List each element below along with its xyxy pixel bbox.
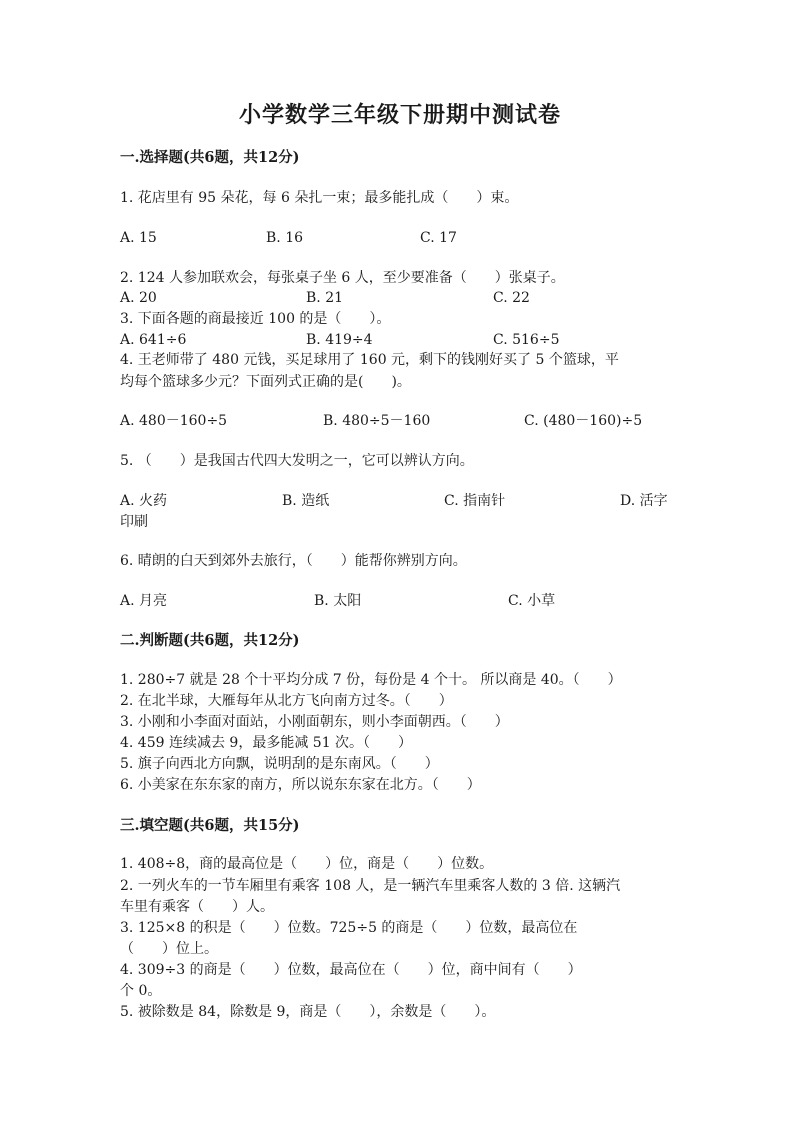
option-c: C. (480－160)÷5 [524,413,643,429]
page-title: 小学数学三年级下册期中测试卷 [238,102,561,128]
option-a: A. 15 [120,230,157,246]
option-d: D. 活字 [620,493,668,509]
option-a: A. 20 [120,290,157,306]
option-a: A. 月亮 [120,593,168,609]
fill-item: （ ）位上。 [120,941,218,957]
section-heading-choice: 一.选择题(共6题，共12分) [120,149,300,166]
option-b: B. 造纸 [282,493,330,509]
option-c: C. 小草 [508,593,556,609]
option-b: B. 16 [266,230,304,246]
option-b: B. 21 [306,290,344,306]
fill-item: 车里有乘客（ ）人。 [120,899,274,915]
question-text: 4. 王老师带了 480 元钱，买足球用了 160 元，剩下的钱刚好买了 5 个篮球，平 [120,352,619,368]
judgement-item: 3. 小刚和小李面对面站，小刚面朝东，则小李面朝西。（ ） [120,714,509,730]
fill-item: 5. 被除数是 84，除数是 9，商是（ ），余数是（ ）。 [120,1004,496,1020]
option-b: B. 太阳 [314,593,362,609]
question-text: 3. 下面各题的商最接近 100 的是（ ）。 [120,311,391,327]
question-text: 6. 晴朗的白天到郊外去旅行，（ ）能帮你辨别方向。 [120,553,467,569]
question-text: 均每个篮球多少元？下面列式正确的是( )。 [120,374,411,390]
fill-item: 个 0。 [120,983,162,999]
option-c: C. 17 [420,230,457,246]
option-b: B. 480÷5－160 [323,413,431,429]
option-b: B. 419÷4 [306,332,373,348]
judgement-item: 5. 旗子向西北方向飘，说明刮的是东南风。（ ） [120,756,439,772]
option-a: A. 641÷6 [120,332,187,348]
judgement-item: 2. 在北半球，大雁每年从北方飞向南方过冬。（ ） [120,693,453,709]
question-text: 5. （ ）是我国古代四大发明之一，它可以辨认方向。 [120,453,474,469]
option-d-continued: 印刷 [120,514,148,530]
section-heading-judgement: 二.判断题(共6题，共12分) [120,632,300,649]
option-a: A. 火药 [120,493,168,509]
section-heading-fill-blank: 三.填空题(共6题，共15分) [120,817,300,834]
judgement-item: 1. 280÷7 就是 28 个十平均分成 7 份，每份是 4 个十。 所以商是 40。（ ） [120,672,622,688]
fill-item: 2. 一列火车的一节车厢里有乘客 108 人，是一辆汽车里乘客人数的 3 倍. 这辆汽 [120,878,621,894]
question-text: 1. 花店里有 95 朵花，每 6 朵扎一束；最多能扎成（ ）束。 [120,190,519,206]
fill-item: 4. 309÷3 的商是（ ）位数，最高位在（ ）位，商中间有（ ） [120,962,582,978]
fill-item: 3. 125×8 的积是（ ）位数。725÷5 的商是（ ）位数，最高位在 [120,920,578,936]
option-c: C. 22 [493,290,530,306]
option-a: A. 480－160÷5 [120,413,228,429]
option-c: C. 指南针 [444,493,506,509]
judgement-item: 4. 459 连续减去 9，最多能减 51 次。（ ） [120,735,413,751]
judgement-item: 6. 小美家在东东家的南方，所以说东东家在北方。（ ） [120,777,481,793]
question-text: 2. 124 人参加联欢会，每张桌子坐 6 人，至少要准备（ ）张桌子。 [120,270,565,286]
fill-item: 1. 408÷8，商的最高位是（ ）位，商是（ ）位数。 [120,856,494,872]
option-c: C. 516÷5 [493,332,560,348]
